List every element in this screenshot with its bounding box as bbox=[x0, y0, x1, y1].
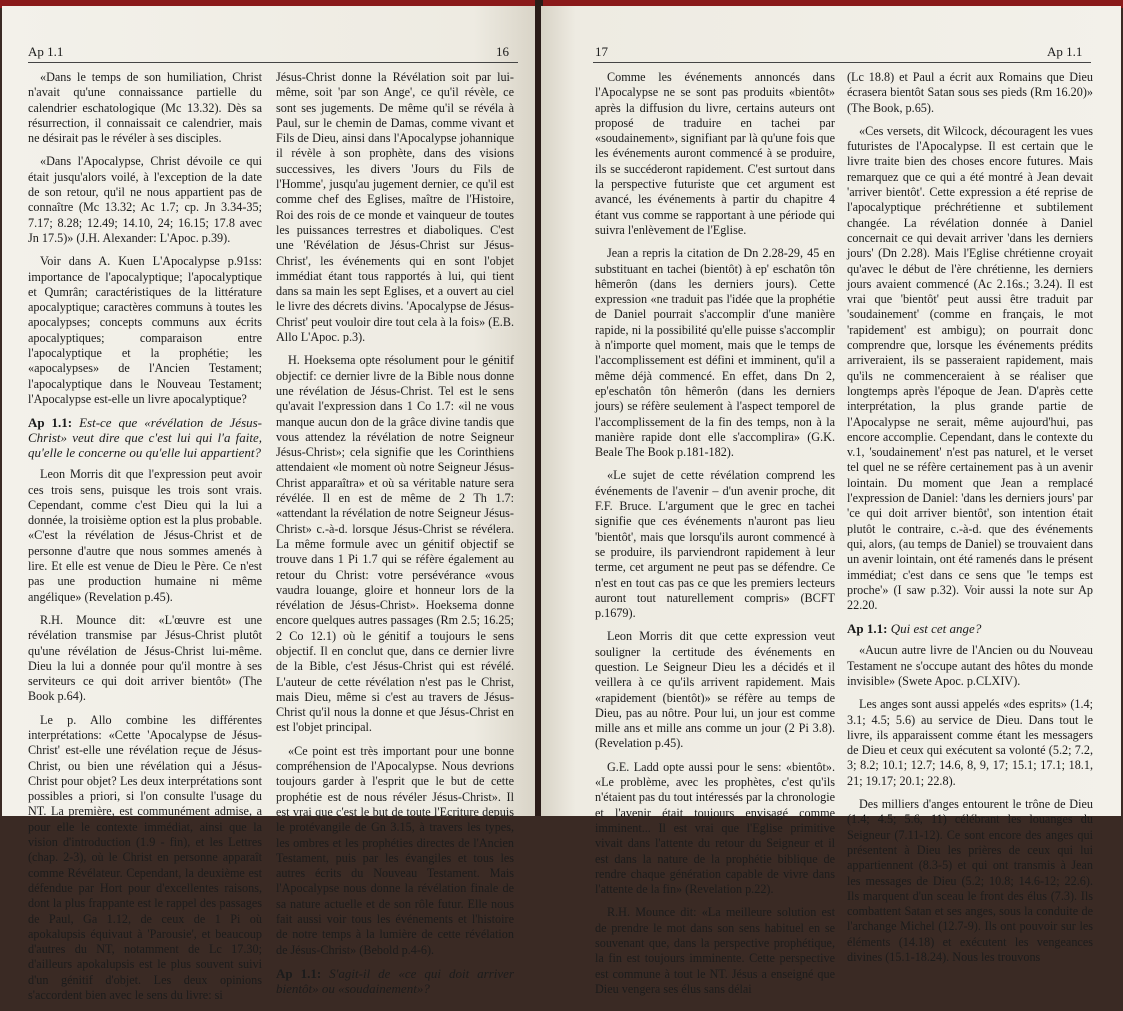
paragraph: Leon Morris dit que cette expression veut souligner la certitude des événements en question. Le Seigneur Dieu les a décidés et il veillera à ce qu'ils arrivent rapidement. Mais «rapidement (bientôt)» se réfère au temps de Dieu, pas au nôtre. Pour lui, un jour est comme mille ans et mille ans comme un jour (2 Pi 3.8). (Revelation p.45). bbox=[595, 629, 835, 751]
paragraph: «Le sujet de cette révélation comprend les événements de l'avenir – d'un avenir proche, dit F.F. Bruce. L'argument que le grec en tachei signifie que ces événements n'auront pas lieu 'bientôt', mais que lorsqu'ils auront commencé à se produire, ils parviendront rapidement à leur terme, cet argument ne peut pas se défendre. Ce n'est en tout cas pas ce que les premiers lecteurs auront tout naturellement compris» (BCFT p.1679). bbox=[595, 468, 835, 621]
paragraph: «Dans l'Apocalypse, Christ dévoile ce qui était jusqu'alors voilé, à l'exception de la date de son retour, qu'il ne nous appartient pas de connaître (Mc 13.32; Ac 1.7; cp. Jn 3.34-35; 7.17; 8.28; 12.49; 14.10, 24; 16.15; 17.8 avec Jn 17.5)» (J.H. Alexander: L'Apoc. p.39). bbox=[28, 154, 262, 245]
section-heading bbox=[276, 966, 514, 996]
page-number-right: 17 bbox=[595, 44, 608, 59]
running-head-left: Ap 1.1 bbox=[28, 44, 64, 59]
paragraph: «Ces versets, dit Wilcock, découragent les vues futuristes de l'Apocalypse. Il est certain que le livre traite bien des choses encore futures. Mais remarquez que ce qui a été montré à Jean devait 'arriver bientôt'. Cette expression a été reprise de l'apocalyptique préchrétienne et subtilement changée. La révélation donnée à Daniel concernait ce qui devait arriver 'dans les derniers jours' (Dn 2.28). Mais l'Eglise chrétienne croyait qu'avec le début de l'ère chrétienne, les derniers jours avaient commencé (Ac 2.16s.; 3.24). Il est vrai que 'bientôt' peut aussi être traduit par 'soudainement' (comme en français, le mot 'rapidement' est ambigu); on pourrait donc comprendre que, lorsque les événements prédits arriveraient, ils se passeraient rapidement, mais qu'ils ne commenceraient à se réaliser que longtemps après l'époque de Jean. D'après cette interprétation, la plus grande partie de l'Apocalypse ne serait, même aujourd'hui, pas encore accomplie. Cependant, dans le contexte du v.1, 'soudainement' n'est pas naturel, et le verset tel quel ne se réfère certainement pas à un avenir lointain. Du moment que Jean a remplacé l'expression de Daniel: 'dans les derniers jours' par 'ce qui doit arriver bientôt', son intention était plutôt le contraire, c.-à-d. que des événements qui, alors, (au temps de Daniel) se trouvaient dans un avenir lointain, ont été ramenés dans le présent immédiat; c'est dans ce sens que 'le temps est proche'» (I saw p.32). Voir aussi la note sur Ap 22.20. bbox=[847, 123, 1093, 613]
paragraph: Leon Morris dit que l'expression peut avoir ces trois sens, puisque les trois sont vrais. Cependant, comme c'est Dieu qui la lui a donnée, la troisième option est la plus probable. «C'est la révélation de Jésus-Christ et de personne d'autre que nous sommes amenés à lire. Et elle est venue de Dieu le Père. Ce n'est pas une production humaine ni même angélique» (Revelation p.45). bbox=[28, 467, 262, 604]
verse-ref: Ap 1.1: bbox=[28, 415, 73, 431]
page-number-left: 16 bbox=[496, 44, 509, 59]
section-heading bbox=[847, 621, 1093, 636]
question-text: Est-ce que «révélation de Jésus-Christ» veut dire que c'est lui qui l'a faite, qu'elle le concerne ou qu'elle lui appartient? bbox=[28, 415, 263, 461]
header-rule bbox=[28, 62, 518, 63]
paragraph: Des milliers d'anges entourent le trône de Dieu (1.4; 4.5; 5.6, 11) célébrant les louanges du Seigneur (7.11-12). Ce sont encore des anges qui présentent à Dieu les prières de ceux qui lui appartiennent (8.3-5) et qui ont transmis à Jean les messages de Dieu (5.2; 10.8; 14.6-12; 22.6). Ils marquent d'un sceau le front des élus (7.3). Ils combattent Satan et ses anges, sous la conduite de l'archange Michel (12.7-9). Ils ont pouvoir sur les éléments (14.18) et exécutent les vengeances divines (15.1-18.24). Nous les trouvons bbox=[847, 797, 1093, 965]
paragraph: (Lc 18.8) et Paul a écrit aux Romains que Dieu écrasera bientôt Satan sous ses pieds (Rm 16.20)» (The Book, p.65). bbox=[847, 70, 1093, 115]
paragraph: «Aucun autre livre de l'Ancien ou du Nouveau Testament ne s'occupe autant des hôtes du monde invisible» (Swete Apoc. p.CLXIV). bbox=[847, 643, 1093, 688]
verse-ref: Ap 1.1: bbox=[276, 965, 322, 981]
column-left-2 bbox=[276, 70, 514, 1003]
paragraph: Les anges sont aussi appelés «des esprits» (1.4; 3.1; 4.5; 5.6) au service de Dieu. Dans tout le livre, ils apparaissent comme étant les messagers de Dieu et ceux qui exécutent sa volonté (5.2; 7.2, 3; 8.2; 10.1; 12.7; 14.6, 8, 9, 17; 15.1; 17.1; 18.1, 21; 19.17; 20.1; 22.8). bbox=[847, 697, 1093, 788]
right-page bbox=[541, 6, 1121, 996]
paragraph: «Ce point est très important pour une bonne compréhension de l'Apocalypse. Nous devrions toujours garder à l'esprit que le but de cette prophétie est de nous révéler Jésus-Christ». Il est vrai que c'est le but de toute l'Ecriture depuis le protévangile de Gn 3.15, à travers les types, les ombres et les prophéties directes de l'Ancien Testament, puis par les évangiles et tous les autres écrits du Nouveau Testament. Mais l'Apocalypse nous donne la révélation finale de sa nature actuelle et de son rôle futur. Elle nous fait aussi voir tous les événements et l'histoire de notre temps à la lumière de cette révélation de Jésus-Christ» (Bebold p.4-6). bbox=[276, 743, 514, 957]
paragraph: G.E. Ladd opte aussi pour le sens: «bientôt». «Le problème, avec les prophètes, c'est qu'ils n'étaient pas du tout intéressés par la chronologie et l'avenir était toujours envisagé comme imminent... Il est vrai que l'Eglise primitive vivait dans l'attente du retour du Seigneur et il est dans la nature de la prophétie biblique de rendre chaque génération capable de vivre dans l'attente de la fin» (Revelation p.22). bbox=[595, 759, 835, 897]
question-text: S'agit-il de «ce qui doit arriver bientôt» ou «soudainement»? bbox=[276, 965, 515, 996]
paragraph: Jésus-Christ donne la Révélation soit par lui-même, soit 'par son Ange', ce qu'il révèle, ce sont ses jugements. De même qu'il se révéla à Paul, sur le chemin de Damas, comme vivant et Fils de Dieu, ainsi dans l'Apocalypse johannique il révèle à son prophète, dans des visions successives, les divers 'Jours du Fils de l'Homme', jusqu'au jugement dernier, ce qu'il est comme chef des Eglises, maître de l'Histoire, Roi des rois de ce monde et vainqueur de toutes les puissances terrestres et diaboliques. C'est une 'Révélation de Jésus-Christ sur Jésus-Christ', les événements qui en sont l'objet immédiat étant tous rapportés à lui, qui tient dans sa main les sept Eglises, et a ouvert au ciel le livre des décrets divins. 'Apocalypse de Jésus-Christ' peut vouloir dire tout cela à la fois» (E.B. Allo L'Apoc. p.3). bbox=[276, 70, 514, 345]
paragraph: «Dans le temps de son humiliation, Christ n'avait qu'une connaissance partielle du calendrier eschatologique (Mc 13.32). Dès sa résurrection, il connaissait ce calendrier, mais ne désirait pas le révéler à ses disciples. bbox=[28, 70, 262, 146]
paragraph: H. Hoeksema opte résolument pour le génitif objectif: ce dernier livre de la Bible nous donne une révélation de Jésus-Christ. Tel est le sens qu'avait l'expression dans 1 Co 1.7: «il ne vous manque aucun don de la grâce divine tandis que vous attendez la révélation de notre Seigneur Jésus-Christ»; cela signifie que les Corinthiens attendaient «le moment où notre Seigneur Jésus-Christ apparaîtra» et où sa véritable nature sera révélée. Il en est de même de 2 Th 1.7: «attendant la révélation de notre Seigneur Jésus-Christ» c.-à-d. lorsque Jésus-Christ se révélera. La même formule avec un génitif objectif se trouve dans 1 Pi 1.7 qui se réfère également au retour du Christ: votre persévérance «vous vaudra louange, gloire et honneur lors de la révélation de Jésus-Christ». Hoeksema donne encore quelques autres passages (Rm 2.5; 16.25; 2 Co 12.1) où le génitif a toujours le sens objectif. Il en conclut que, dans ce dernier livre de la Bible, c'est Jésus-Christ qui est révélé. L'auteur de cette révélation n'est pas le Christ, mais Dieu, même si c'est au travers de Jésus-Christ qu'il nous la donne et que Jésus-Christ en est l'objet principal. bbox=[276, 353, 514, 735]
left-page bbox=[2, 6, 539, 1003]
paragraph: R.H. Mounce dit: «L'œuvre est une révélation transmise par Jésus-Christ plutôt qu'une révélation de Jésus-Christ lui-même. Dieu la lui a donnée pour qu'il montre à ses serviteurs ce qui doit arriver bientôt» (The Book p.64). bbox=[28, 612, 262, 704]
section-heading bbox=[28, 415, 262, 460]
running-head-right: Ap 1.1 bbox=[1047, 44, 1083, 59]
paragraph: Comme les événements annoncés dans l'Apocalypse ne se sont pas produits «bientôt» après la diffusion du livre, certains auteurs ont proposé de traduire en tachei par «soudainement», signifiant par là qu'une fois que les événements auront commencé à se produire, ils se succéderont rapidement. C'est surtout dans la perspective futuriste que cet argument est avancé, les événements à partir du chapitre 4 étant vus comme se rapportant à une période qui suivra l'enlèvement de l'Eglise. bbox=[595, 70, 835, 237]
question-text: Qui est cet ange? bbox=[890, 621, 982, 637]
column-left-1 bbox=[28, 70, 262, 1011]
paragraph: Jean a repris la citation de Dn 2.28-29, 45 en substituant en tachei (bientôt) à ep' eschatôn tôn hêmerôn (dans les derniers jours). Cette expression «ne traduit pas l'idée que la prophétie de Daniel pourrait s'accomplir d'une manière rapide, ni la possibilité qu'elle puisse s'accomplir à n'importe quel moment, mais que le temps de l'accomplissement est défini et imminent, qu'il a même déjà commencé. En effet, dans Dn 2, ep'eschatôn tôn hêmerôn (dans les derniers jours) se réfère seulement à l'aspect temporel de l'accomplissement de la fin des temps, non à la manière rapide dont elle s'accomplira» (G.K. Beale The Book p.181-182). bbox=[595, 246, 835, 460]
verse-ref: Ap 1.1: bbox=[847, 621, 888, 637]
header-rule bbox=[593, 62, 1091, 63]
paragraph: Voir dans A. Kuen L'Apocalypse p.91ss: importance de l'apocalyptique; l'apocalyptique et Qumrân; caractéristiques de la littérature apocalyptique; caractères communs à toutes les apocalypses; concepts communs aux écrits apocalyptiques; comparaison entre l'apocalyptique et la prophétie; les «apocalypses» de l'Ancien Testament; l'apocalyptique dans le Nouveau Testament; l'Apocalypse est-elle un livre apocalyptique? bbox=[28, 254, 262, 406]
column-right-2 bbox=[847, 70, 1093, 973]
paragraph: Le p. Allo combine les différentes interprétations: «Cette 'Apocalypse de Jésus-Christ' est-elle une révélation reçue de Jésus-Christ, ou bien une révélation qui a Jésus-Christ pour objet? Les deux interprétations sont possibles a priori, si l'on consulte l'usage du NT. La première, est communément admise, a pour elle le contexte immédiat, ainsi que la vision d'introduction (1.9 - fin), et les Lettres (chap. 2-3), où le Christ en personne apparaît comme Révélateur. Cependant, la deuxième est défendue par Hort pour d'excellentes raisons, dont la plus frappante est le rappel des passages de Paul, Ga 1.12, de ceux de 1 Pi où apokalupsis équivaut à 'Parousie', et beaucoup d'autres du NT, notamment de Lc 17.30; d'ailleurs apokalupsis est le plus souvent suivi d'un génitif d'objet. Les deux opinions s'accordent bien avec le sens du livre: si bbox=[28, 712, 262, 1003]
paragraph: R.H. Mounce dit: «La meilleure solution est de prendre le mot dans son sens habituel en se souvenant que, dans la perspective prophétique, la fin est toujours imminente. Cette perspective est commune à tout le NT. Jésus a enseigné que Dieu vengera ses élus sans délai bbox=[595, 905, 835, 996]
column-right-1 bbox=[595, 70, 835, 1005]
